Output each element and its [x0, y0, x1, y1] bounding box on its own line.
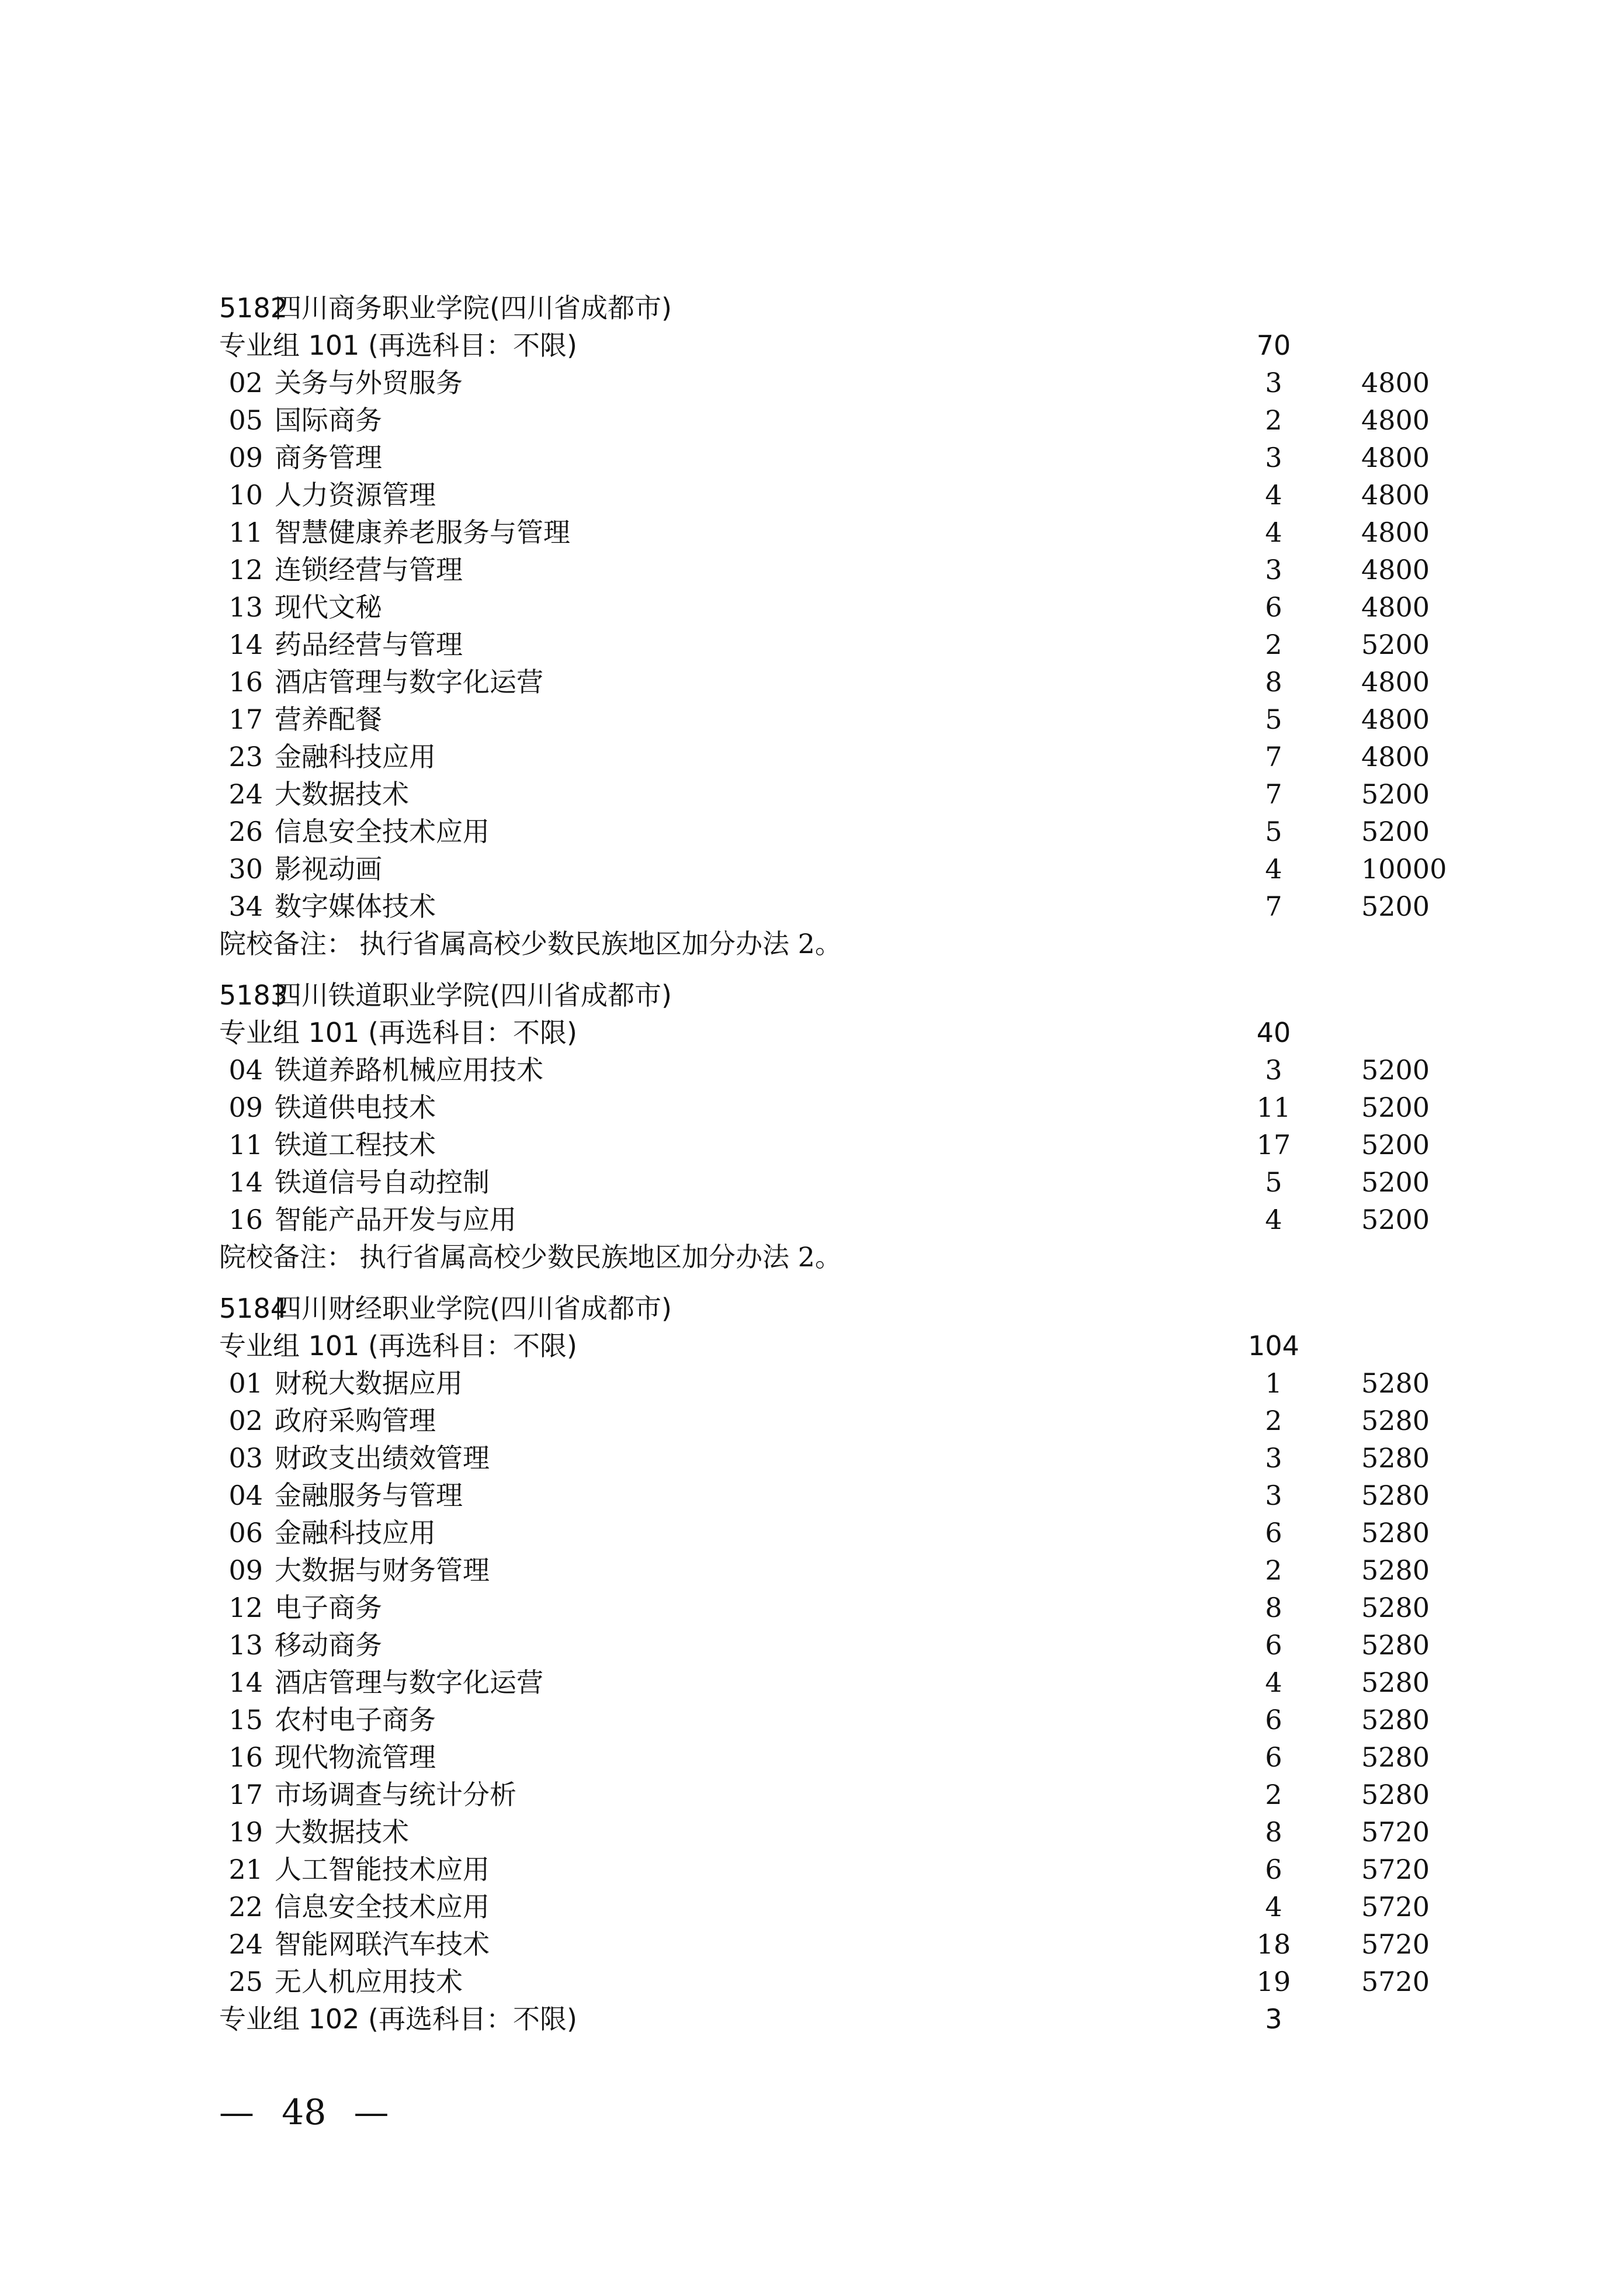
major-tuition: 5280: [1361, 1592, 1430, 1623]
group-total: 40: [1256, 1017, 1291, 1048]
major-code: 13: [228, 1629, 263, 1661]
major-plan-count: 3: [1265, 442, 1282, 473]
major-plan-count: 2: [1265, 629, 1282, 660]
major-code: 14: [228, 1667, 263, 1698]
major-code: 05: [228, 404, 263, 436]
major-code: 19: [228, 1816, 263, 1848]
major-tuition: 5200: [1361, 816, 1430, 847]
school-code: 5182: [219, 292, 288, 324]
major-code: 04: [228, 1480, 263, 1511]
major-code: 11: [228, 517, 263, 548]
major-row: [0, 1813, 1623, 1851]
major-row: [0, 1851, 1623, 1888]
major-plan-count: 2: [1265, 1779, 1282, 1810]
group-total: 3: [1265, 2003, 1282, 2035]
major-code: 15: [228, 1704, 263, 1736]
major-code: 09: [228, 1092, 263, 1123]
note-text: 执行省属高校少数民族地区加分办法 2。: [359, 928, 842, 960]
major-name: 人力资源管理: [275, 479, 436, 511]
major-plan-count: 2: [1265, 1554, 1282, 1586]
major-name: 智能产品开发与应用: [275, 1204, 516, 1235]
major-row: [0, 1664, 1623, 1701]
school-header: [0, 289, 1623, 327]
major-code: 12: [228, 1592, 263, 1623]
major-row: [0, 1776, 1623, 1813]
major-row: [0, 701, 1623, 738]
major-name: 智能网联汽车技术: [275, 1928, 490, 1960]
major-plan-count: 11: [1256, 1092, 1291, 1123]
major-name: 金融科技应用: [275, 741, 436, 773]
major-tuition: 5720: [1361, 1854, 1430, 1885]
major-plan-count: 3: [1265, 1054, 1282, 1086]
major-row: [0, 1926, 1623, 1963]
major-name: 铁道工程技术: [275, 1129, 436, 1161]
page-number: 48: [282, 2092, 327, 2133]
major-code: 02: [228, 1405, 263, 1436]
school-name: 四川铁道职业学院(四川省成都市): [275, 979, 672, 1011]
major-name: 酒店管理与数字化运营: [275, 1667, 543, 1698]
major-row: [0, 439, 1623, 476]
major-row: [0, 775, 1623, 813]
major-name: 大数据技术: [275, 778, 409, 810]
school-name: 四川财经职业学院(四川省成都市): [275, 1293, 672, 1324]
school-header: [0, 1290, 1623, 1327]
page-footer: [219, 2089, 389, 2136]
major-tuition: 5200: [1361, 1092, 1430, 1123]
major-row: [0, 1402, 1623, 1439]
major-plan-count: 4: [1265, 1667, 1282, 1698]
major-row: [0, 1701, 1623, 1739]
major-name: 商务管理: [275, 442, 382, 473]
major-code: 16: [228, 1204, 263, 1235]
major-plan-count: 6: [1265, 1704, 1282, 1736]
major-tuition: 4800: [1361, 591, 1430, 623]
major-tuition: 4800: [1361, 367, 1430, 399]
major-code: 17: [228, 704, 263, 735]
major-code: 13: [228, 591, 263, 623]
footer-dash-right: —: [353, 2092, 389, 2133]
major-name: 财税大数据应用: [275, 1367, 463, 1399]
major-code: 26: [228, 816, 263, 847]
major-plan-count: 3: [1265, 1442, 1282, 1474]
major-row: [0, 850, 1623, 888]
major-code: 22: [228, 1891, 263, 1923]
major-name: 影视动画: [275, 853, 382, 885]
footer-dash-left: —: [219, 2092, 254, 2133]
major-name: 药品经营与管理: [275, 629, 463, 660]
major-tuition: 5280: [1361, 1704, 1430, 1736]
group-total: 70: [1256, 330, 1291, 361]
major-tuition: 5280: [1361, 1667, 1430, 1698]
major-code: 09: [228, 442, 263, 473]
school-code: 5184: [219, 1293, 288, 1324]
major-row: [0, 1439, 1623, 1477]
major-row: [0, 1201, 1623, 1238]
major-plan-count: 4: [1265, 1204, 1282, 1235]
major-name: 营养配餐: [275, 704, 382, 735]
major-row: [0, 1051, 1623, 1089]
major-row: [0, 1126, 1623, 1163]
major-plan-count: 5: [1265, 816, 1282, 847]
major-tuition: 5200: [1361, 1129, 1430, 1161]
major-row: [0, 1589, 1623, 1626]
major-plan-count: 1: [1265, 1367, 1282, 1399]
major-plan-count: 8: [1265, 666, 1282, 698]
major-plan-count: 4: [1265, 1891, 1282, 1923]
major-tuition: 4800: [1361, 666, 1430, 698]
major-row: [0, 738, 1623, 775]
major-code: 10: [228, 479, 263, 511]
group-label: 专业组 101 (再选科目：不限): [219, 330, 577, 361]
major-plan-count: 7: [1265, 741, 1282, 773]
major-code: 14: [228, 629, 263, 660]
major-plan-count: 5: [1265, 1166, 1282, 1198]
major-tuition: 5280: [1361, 1442, 1430, 1474]
major-name: 铁道供电技术: [275, 1092, 436, 1123]
major-plan-count: 6: [1265, 1517, 1282, 1549]
major-row: [0, 1739, 1623, 1776]
group-total: 104: [1248, 1330, 1299, 1362]
major-plan-count: 8: [1265, 1816, 1282, 1848]
major-name: 现代文秘: [275, 591, 382, 623]
major-plan-count: 6: [1265, 1629, 1282, 1661]
major-name: 酒店管理与数字化运营: [275, 666, 543, 698]
group-header: [0, 2000, 1623, 2038]
major-plan-count: 2: [1265, 1405, 1282, 1436]
major-name: 无人机应用技术: [275, 1966, 463, 1997]
major-tuition: 5720: [1361, 1891, 1430, 1923]
major-tuition: 5280: [1361, 1517, 1430, 1549]
major-code: 02: [228, 367, 263, 399]
major-code: 16: [228, 1741, 263, 1773]
major-row: [0, 663, 1623, 701]
major-name: 财政支出绩效管理: [275, 1442, 490, 1474]
major-code: 03: [228, 1442, 263, 1474]
major-tuition: 4800: [1361, 554, 1430, 586]
major-plan-count: 4: [1265, 853, 1282, 885]
major-tuition: 4800: [1361, 741, 1430, 773]
school-note: [0, 1238, 1623, 1276]
major-plan-count: 8: [1265, 1592, 1282, 1623]
group-label: 专业组 101 (再选科目：不限): [219, 1017, 577, 1048]
major-tuition: 5280: [1361, 1779, 1430, 1810]
major-name: 市场调查与统计分析: [275, 1779, 516, 1810]
major-tuition: 4800: [1361, 479, 1430, 511]
major-name: 信息安全技术应用: [275, 816, 490, 847]
major-plan-count: 18: [1256, 1928, 1291, 1960]
major-name: 连锁经营与管理: [275, 554, 463, 586]
major-name: 政府采购管理: [275, 1405, 436, 1436]
school-note: [0, 925, 1623, 962]
group-label: 专业组 102 (再选科目：不限): [219, 2003, 577, 2035]
major-code: 01: [228, 1367, 263, 1399]
major-plan-count: 3: [1265, 1480, 1282, 1511]
major-tuition: 5280: [1361, 1629, 1430, 1661]
major-row: [0, 1626, 1623, 1664]
major-tuition: 5280: [1361, 1405, 1430, 1436]
major-row: [0, 1477, 1623, 1514]
major-row: [0, 626, 1623, 663]
school-header: [0, 976, 1623, 1014]
major-code: 04: [228, 1054, 263, 1086]
major-name: 数字媒体技术: [275, 891, 436, 922]
major-row: [0, 1514, 1623, 1552]
major-name: 智慧健康养老服务与管理: [275, 517, 570, 548]
major-plan-count: 17: [1256, 1129, 1291, 1161]
major-code: 14: [228, 1166, 263, 1198]
group-header: [0, 1014, 1623, 1051]
major-tuition: 5200: [1361, 891, 1430, 922]
major-tuition: 5200: [1361, 629, 1430, 660]
major-tuition: 5200: [1361, 1054, 1430, 1086]
major-tuition: 4800: [1361, 704, 1430, 735]
major-row: [0, 1089, 1623, 1126]
major-code: 30: [228, 853, 263, 885]
major-tuition: 5200: [1361, 1204, 1430, 1235]
major-tuition: 5720: [1361, 1816, 1430, 1848]
school-code: 5183: [219, 979, 288, 1011]
major-code: 25: [228, 1966, 263, 1997]
major-tuition: 10000: [1361, 853, 1447, 885]
major-plan-count: 3: [1265, 367, 1282, 399]
major-plan-count: 3: [1265, 554, 1282, 586]
major-name: 大数据技术: [275, 1816, 409, 1848]
major-code: 11: [228, 1129, 263, 1161]
group-header: [0, 327, 1623, 364]
major-tuition: 5720: [1361, 1928, 1430, 1960]
major-name: 电子商务: [275, 1592, 382, 1623]
major-row: [0, 364, 1623, 401]
major-tuition: 5280: [1361, 1480, 1430, 1511]
major-tuition: 5280: [1361, 1741, 1430, 1773]
note-label: 院校备注：: [219, 928, 353, 960]
major-code: 34: [228, 891, 263, 922]
major-row: [0, 813, 1623, 850]
major-code: 06: [228, 1517, 263, 1549]
major-plan-count: 7: [1265, 778, 1282, 810]
major-row: [0, 476, 1623, 514]
major-name: 金融服务与管理: [275, 1480, 463, 1511]
major-code: 21: [228, 1854, 263, 1885]
major-name: 现代物流管理: [275, 1741, 436, 1773]
major-name: 铁道信号自动控制: [275, 1166, 490, 1198]
major-row: [0, 1163, 1623, 1201]
major-tuition: 5280: [1361, 1554, 1430, 1586]
major-name: 国际商务: [275, 404, 382, 436]
major-code: 12: [228, 554, 263, 586]
major-tuition: 4800: [1361, 517, 1430, 548]
major-name: 移动商务: [275, 1629, 382, 1661]
major-name: 人工智能技术应用: [275, 1854, 490, 1885]
major-plan-count: 7: [1265, 891, 1282, 922]
major-tuition: 4800: [1361, 442, 1430, 473]
major-tuition: 5200: [1361, 1166, 1430, 1198]
major-tuition: 5280: [1361, 1367, 1430, 1399]
major-code: 24: [228, 1928, 263, 1960]
major-name: 关务与外贸服务: [275, 367, 463, 399]
note-label: 院校备注：: [219, 1241, 353, 1273]
major-row: [0, 888, 1623, 925]
major-name: 农村电子商务: [275, 1704, 436, 1736]
major-plan-count: 6: [1265, 591, 1282, 623]
major-code: 24: [228, 778, 263, 810]
major-name: 信息安全技术应用: [275, 1891, 490, 1923]
major-plan-count: 19: [1256, 1966, 1291, 1997]
school-name: 四川商务职业学院(四川省成都市): [275, 292, 672, 324]
major-code: 17: [228, 1779, 263, 1810]
major-plan-count: 4: [1265, 517, 1282, 548]
major-name: 大数据与财务管理: [275, 1554, 490, 1586]
major-plan-count: 4: [1265, 479, 1282, 511]
group-label: 专业组 101 (再选科目：不限): [219, 1330, 577, 1362]
major-plan-count: 5: [1265, 704, 1282, 735]
major-code: 09: [228, 1554, 263, 1586]
major-plan-count: 6: [1265, 1854, 1282, 1885]
major-row: [0, 1888, 1623, 1926]
major-tuition: 5200: [1361, 778, 1430, 810]
major-row: [0, 1963, 1623, 2000]
major-tuition: 4800: [1361, 404, 1430, 436]
major-plan-count: 2: [1265, 404, 1282, 436]
major-row: [0, 401, 1623, 439]
major-name: 金融科技应用: [275, 1517, 436, 1549]
major-row: [0, 514, 1623, 551]
major-code: 16: [228, 666, 263, 698]
major-row: [0, 551, 1623, 588]
major-row: [0, 588, 1623, 626]
group-header: [0, 1327, 1623, 1365]
major-code: 23: [228, 741, 263, 773]
major-row: [0, 1365, 1623, 1402]
note-text: 执行省属高校少数民族地区加分办法 2。: [359, 1241, 842, 1273]
major-row: [0, 1552, 1623, 1589]
major-tuition: 5720: [1361, 1966, 1430, 1997]
major-name: 铁道养路机械应用技术: [275, 1054, 543, 1086]
major-plan-count: 6: [1265, 1741, 1282, 1773]
